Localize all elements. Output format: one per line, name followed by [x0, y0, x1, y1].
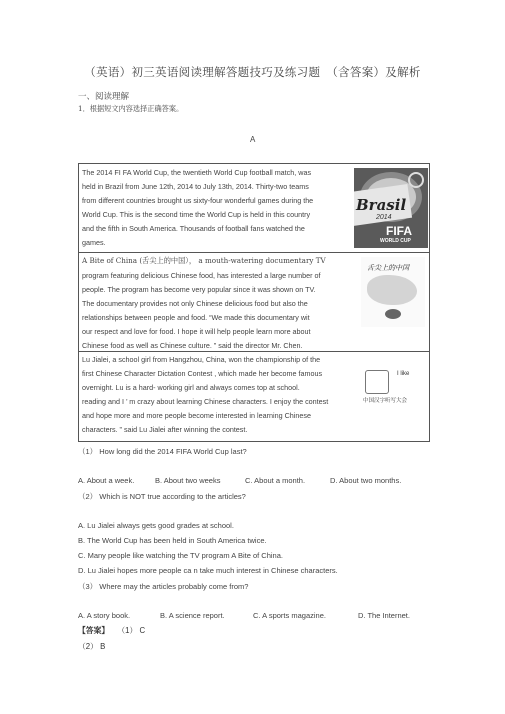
passage-line: Lu Jialei, a school girl from Hangzhou, China, won the championship of the [82, 355, 321, 364]
q3-option-b: B. A science report. [160, 611, 225, 620]
passage-line: reading and I ’ m crazy about learning Chinese characters. I enjoy the contest [82, 397, 329, 406]
answer-1: （1） C [117, 626, 146, 635]
passage-line: Chinese food as well as Chinese culture. ” said the director Mr. Chen. [82, 341, 303, 350]
q2-option-a: A. Lu Jialei always gets good grades at school. [78, 521, 234, 530]
fifa-world-cup-image [354, 168, 428, 248]
page-title: （英语）初三英语阅读理解答题技巧及练习题 （含答案）及解析 [84, 65, 421, 79]
dictation-contest-image [357, 368, 427, 406]
passage-line: World Cup. This is the second time the World Cup is held in this country [82, 210, 311, 219]
passage-line: games. [82, 238, 106, 247]
question-2: （2） Which is NOT true according to the articles? [78, 492, 246, 501]
bite-of-china-image [361, 257, 425, 327]
bite-of-china-title: 舌尖上的中国 [367, 264, 409, 272]
section-heading: 一、阅读理解 [78, 92, 130, 102]
q3-option-d: D. The Internet. [358, 611, 410, 620]
q2-option-b: B. The World Cup has been held in South America twice. [78, 536, 267, 545]
passage-lu-jialei [79, 352, 429, 444]
q3-option-c: C. A sports magazine. [253, 611, 326, 620]
q1-option-d: D. About two months. [330, 476, 402, 485]
fifa-logo-text: FIFA [386, 224, 412, 238]
passage-line: people. The program has become very popular since it was shown on TV. [82, 285, 316, 294]
q1-option-b: B. About two weeks [155, 476, 221, 485]
passage-line: first Chinese Character Dictation Contest , which made her become famous [82, 369, 323, 378]
brasil-logo-text: Brasil [356, 196, 407, 214]
passage-line: The 2014 FI FA World Cup, the twentieth World Cup football match, was [82, 168, 312, 177]
instruction: 1．根据短文内容选择正确答案。 [78, 104, 184, 113]
passage-line: from different countries brought us sixty-four wonderful games during the [82, 196, 314, 205]
year-logo-text: 2014 [376, 214, 392, 221]
passage-world-cup [79, 164, 429, 253]
q3-option-a: A. A story book. [78, 611, 131, 620]
passage-line: and the fifth in South America. Thousands of football fans watched the [82, 224, 305, 233]
passage-bite-of-china [79, 253, 429, 352]
passage-line: our respect and love for food. I hope it will help people learn more about [82, 327, 311, 336]
q2-option-c: C. Many people like watching the TV program A Bite of China. [78, 551, 283, 560]
answer-2: （2） B [78, 642, 106, 651]
answer-label: 【答案】 [78, 626, 110, 635]
q2-option-d: D. Lu Jialei hopes more people ca n take much interest in Chinese characters. [78, 566, 338, 575]
passage-line: The documentary provides not only Chinese delicious food but also the [82, 299, 308, 308]
passage-line: program featuring delicious Chinese food, has interested a large number of [82, 271, 321, 280]
q1-option-a: A. About a week. [78, 476, 135, 485]
question-1: （1） How long did the 2014 FIFA World Cup last? [78, 447, 247, 456]
dictation-contest-label: 中国汉字听写大会 [363, 398, 408, 404]
passage-line: overnight. Lu is a hard- working girl and always comes top at school. [82, 383, 300, 392]
world-cup-logo-text: WORLD CUP [380, 238, 411, 244]
passage-letter: A [250, 135, 256, 144]
passage-line: held in Brazil from June 12th, 2014 to July 13th, 2014. Thirty-two teams [82, 182, 309, 191]
passage-line: relationships between people and food. “We made this documentary wit [82, 313, 310, 322]
passage-line: A Bite of China (舌尖上的中国）， a mouth-watering documentary TV [82, 256, 326, 265]
answer-section [78, 625, 145, 636]
passage-line: characters. ” said Lu Jialei after winning the contest. [82, 425, 248, 434]
question-3: （3） Where may the articles probably come from? [78, 582, 249, 591]
passage-table [78, 163, 430, 442]
q1-option-c: C. About a month. [245, 476, 306, 485]
i-like-fragment: I like [397, 371, 410, 377]
passage-line: and hope more and more people become interested in learning Chinese [82, 411, 311, 420]
